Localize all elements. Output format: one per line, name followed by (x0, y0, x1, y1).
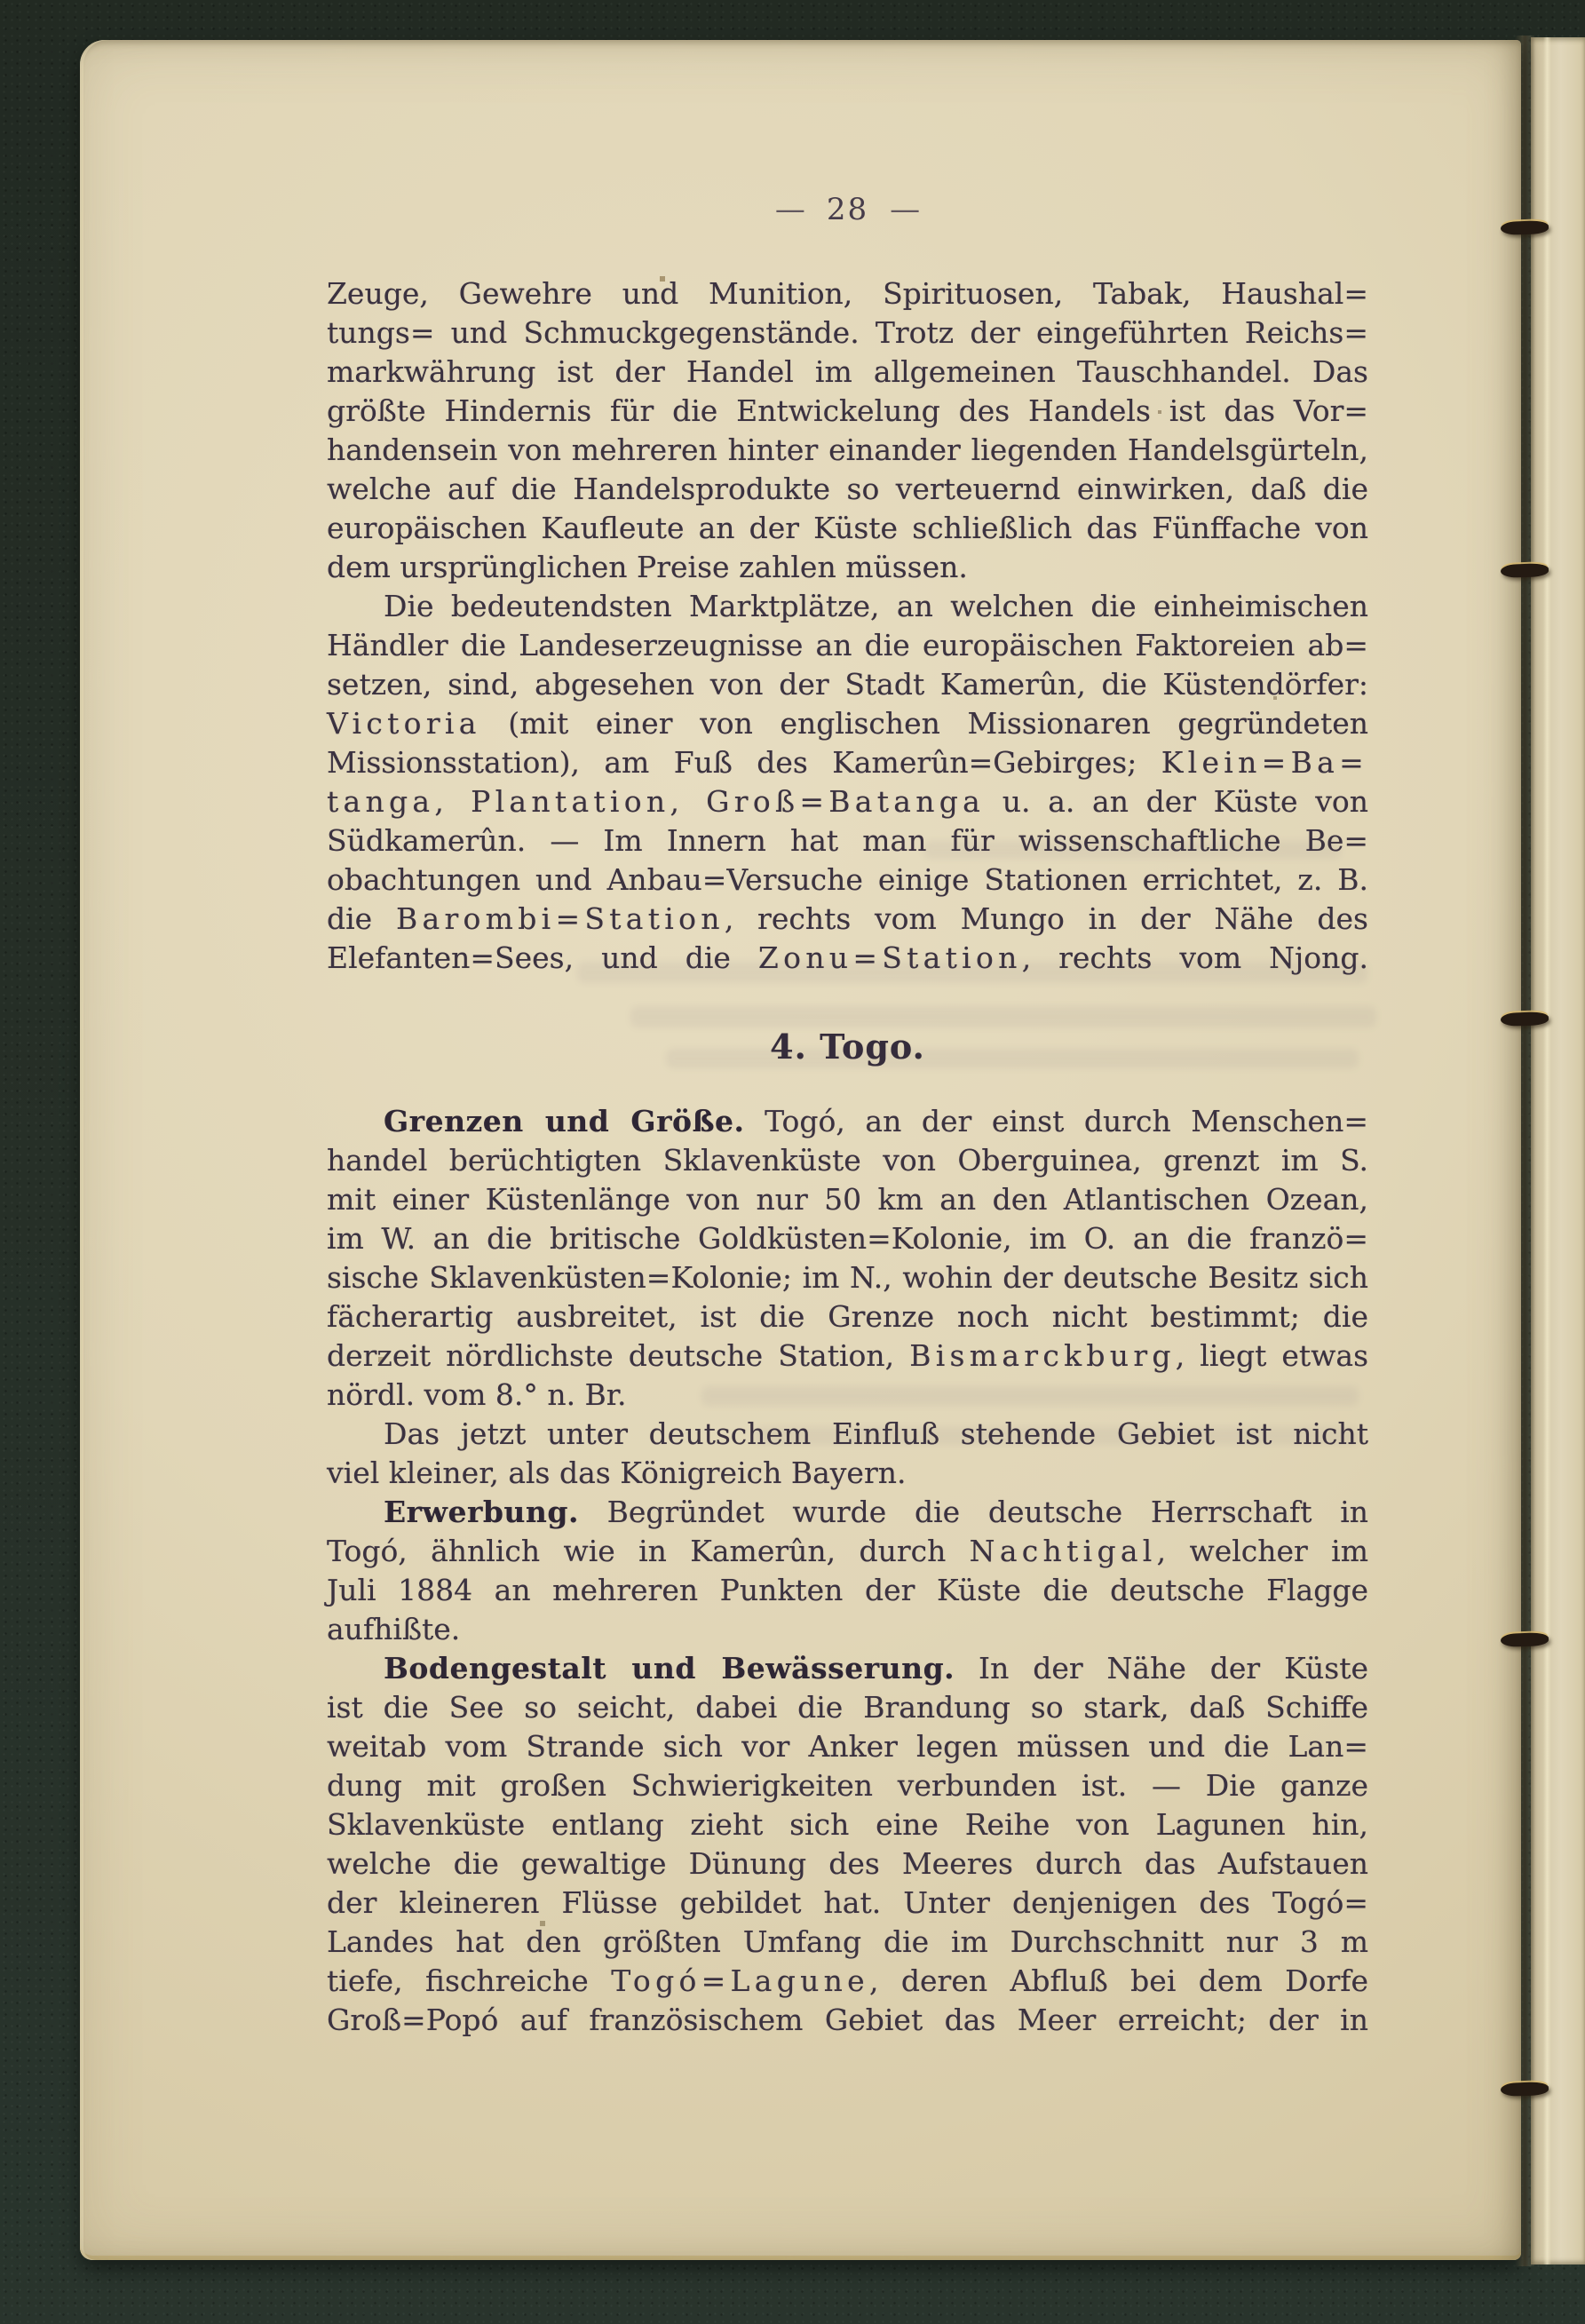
text-segment: Togó, an der einst durch Menschen= (744, 1104, 1368, 1138)
text-line (327, 626, 1368, 665)
text-segment: Victoria (327, 706, 481, 741)
text-segment: dung mit großen Schwierigkeiten verbunden ist. — Die ganze (327, 1768, 1368, 1803)
text-line (327, 1610, 1368, 1649)
text-line (327, 704, 1368, 743)
text-segment: weitab vom Strande sich vor Anker legen müssen und die Lan= (327, 1729, 1368, 1764)
text-line (327, 1532, 1368, 1571)
text-segment: ist die See so seicht, dabei die Brandung so stark, daß Schiffe (327, 1690, 1368, 1725)
text-segment: der kleineren Flüsse gebildet hat. Unter denjenigen des Togó= (327, 1885, 1368, 1920)
text-segment: handensein von mehreren hinter einander liegenden Handelsgürteln, (327, 432, 1368, 467)
text-segment: markwährung ist der Handel im allgemeinen Tauschhandel. Das (327, 354, 1368, 389)
text-segment: viel kleiner, als das Königreich Bayern. (327, 1455, 907, 1490)
paragraph-lead-in: Bodengestalt und Bewässerung. (384, 1651, 955, 1685)
text-segment: , rechts vom Mungo in der Nähe des (724, 901, 1368, 936)
page-header (327, 189, 1368, 230)
text-line (327, 587, 1368, 626)
text-line (327, 392, 1368, 431)
text-segment: Nachtigal (969, 1534, 1157, 1568)
text-segment: aufhißte. (327, 1612, 461, 1646)
text-segment: Begründet wurde die deutsche Herrschaft in (578, 1495, 1368, 1529)
section-heading: 4. Togo. (770, 1027, 925, 1067)
text-segment: Missionsstation), am Fuß des Kamerûn=Gebirges; (327, 745, 1161, 780)
text-segment: Zonu=Station (757, 940, 1022, 975)
text-line (327, 1571, 1368, 1610)
header-dash-left: — (774, 192, 805, 227)
text-line (327, 821, 1368, 861)
text-line (327, 1805, 1368, 1844)
page-number: 28 (826, 192, 869, 227)
text-segment: setzen, sind, abgesehen von der Stadt Kamerûn, die Küstendörfer: (327, 667, 1368, 702)
paragraph-lead-in: Grenzen und Größe. (384, 1104, 745, 1138)
text-line (327, 1102, 1368, 1141)
text-line (327, 1415, 1368, 1454)
text-segment: nördl. vom 8.° n. Br. (327, 1377, 627, 1412)
text-segment: tungs= und Schmuckgegenstände. Trotz der eingeführten Reichs= (327, 315, 1368, 350)
text-line (327, 1727, 1368, 1766)
text-segment: Groß=Popó auf französischem Gebiet das Meer erreicht; der in (327, 2003, 1368, 2037)
text-line (327, 2001, 1368, 2040)
book-page (80, 40, 1521, 2260)
text-segment: Barombi=Station (395, 901, 725, 936)
text-segment: Die bedeutendsten Marktplätze, an welchen die einheimischen (384, 589, 1368, 623)
text-line (327, 353, 1368, 392)
text-line (327, 1258, 1368, 1297)
text-line (327, 1297, 1368, 1336)
text-segment: Togó, ähnlich wie in Kamerûn, durch (327, 1534, 970, 1568)
text-segment: derzeit nördlichste deutsche Station, (327, 1338, 910, 1373)
text-line (327, 743, 1368, 782)
page-fold-highlight (1543, 37, 1551, 2265)
text-segment: (mit einer von englischen Missionaren gegründeten (480, 706, 1368, 741)
text-line (327, 665, 1368, 704)
text-segment: Landes hat den größten Umfang die im Durchschnitt nur 3 m (327, 1924, 1368, 1959)
text-line (327, 548, 1368, 587)
text-segment: , liegt etwas (1175, 1338, 1369, 1373)
text-line (327, 274, 1368, 313)
paper-specks (80, 40, 82, 42)
text-line (327, 900, 1368, 939)
text-segment: dem ursprünglichen Preise zahlen müssen. (327, 550, 968, 584)
text-line (327, 1336, 1368, 1376)
text-line (327, 1844, 1368, 1884)
text-segment: , deren Abfluß bei dem Dorfe (869, 1963, 1368, 1998)
text-segment: Händler die Landeserzeugnisse an die europäischen Faktoreien ab= (327, 628, 1368, 662)
header-dash-right: — (890, 192, 921, 227)
text-line (327, 1962, 1368, 2001)
text-line (327, 1141, 1368, 1180)
text-segment: , rechts vom Njong. (1021, 940, 1368, 975)
text-line (327, 1454, 1368, 1493)
text-segment: handel berüchtigten Sklavenküste von Oberguinea, grenzt im S. (327, 1143, 1368, 1178)
text-line (327, 313, 1368, 353)
text-segment: Zeuge, Gewehre und Munition, Spirituosen, Tabak, Haushal= (327, 276, 1368, 311)
text-line (327, 861, 1368, 900)
text-segment: , welcher im (1156, 1534, 1368, 1568)
text-segment: tanga, Plantation, Groß=Batanga (327, 784, 986, 819)
text-segment: Elefanten=Sees, und die (327, 940, 758, 975)
text-segment: größte Hindernis für die Entwickelung des Handels ist das Vor= (327, 393, 1368, 428)
text-line (327, 431, 1368, 470)
text-segment: Togó=Lagune (611, 1963, 869, 1998)
text-line (327, 939, 1368, 978)
text-segment: im W. an die britische Goldküsten=Kolonie, im O. an die franzö= (327, 1221, 1368, 1256)
text-segment: In der Nähe der Küste (955, 1651, 1368, 1685)
text-line (327, 509, 1368, 548)
text-segment: Bismarckburg (909, 1338, 1176, 1373)
text-segment: sische Sklavenküsten=Kolonie; im N., wohin der deutsche Besitz sich (327, 1260, 1368, 1295)
text-line (327, 1493, 1368, 1532)
text-line (327, 1649, 1368, 1688)
text-segment: obachtungen und Anbau=Versuche einige Stationen errichtet, z. B. (327, 862, 1368, 897)
text-line (327, 1376, 1368, 1415)
text-segment: die (327, 901, 396, 936)
text-line (327, 1180, 1368, 1219)
text-line (327, 470, 1368, 509)
text-block (327, 274, 1368, 2040)
text-line (327, 782, 1368, 821)
text-line (327, 1884, 1368, 1923)
text-segment: fächerartig ausbreitet, ist die Grenze noch nicht bestimmt; die (327, 1299, 1368, 1334)
text-segment: Klein=Ba= (1161, 745, 1368, 780)
text-segment: u. a. an der Küste von (985, 784, 1369, 819)
adjacent-page-edge (1531, 37, 1585, 2265)
text-segment: Juli 1884 an mehreren Punkten der Küste die deutsche Flagge (327, 1573, 1368, 1607)
text-segment: welche die gewaltige Dünung des Meeres durch das Aufstauen (327, 1846, 1368, 1881)
text-segment: Sklavenküste entlang zieht sich eine Reihe von Lagunen hin, (327, 1807, 1368, 1842)
text-line (327, 1766, 1368, 1805)
text-segment: tiefe, fischreiche (327, 1963, 612, 1998)
text-segment: Das jetzt unter deutschem Einfluß stehende Gebiet ist nicht (384, 1416, 1368, 1451)
text-line (327, 1923, 1368, 1962)
text-line (327, 1219, 1368, 1258)
text-segment: europäischen Kaufleute an der Küste schließlich das Fünffache von (327, 511, 1368, 545)
text-segment: Südkamerûn. — Im Innern hat man für wissenschaftliche Be= (327, 823, 1368, 858)
text-segment: welche auf die Handelsprodukte so verteuernd einwirken, daß die (327, 472, 1368, 506)
paragraph-lead-in: Erwerbung. (384, 1495, 579, 1529)
text-line (327, 1688, 1368, 1727)
text-segment: mit einer Küstenlänge von nur 50 km an den Atlantischen Ozean, (327, 1182, 1368, 1217)
